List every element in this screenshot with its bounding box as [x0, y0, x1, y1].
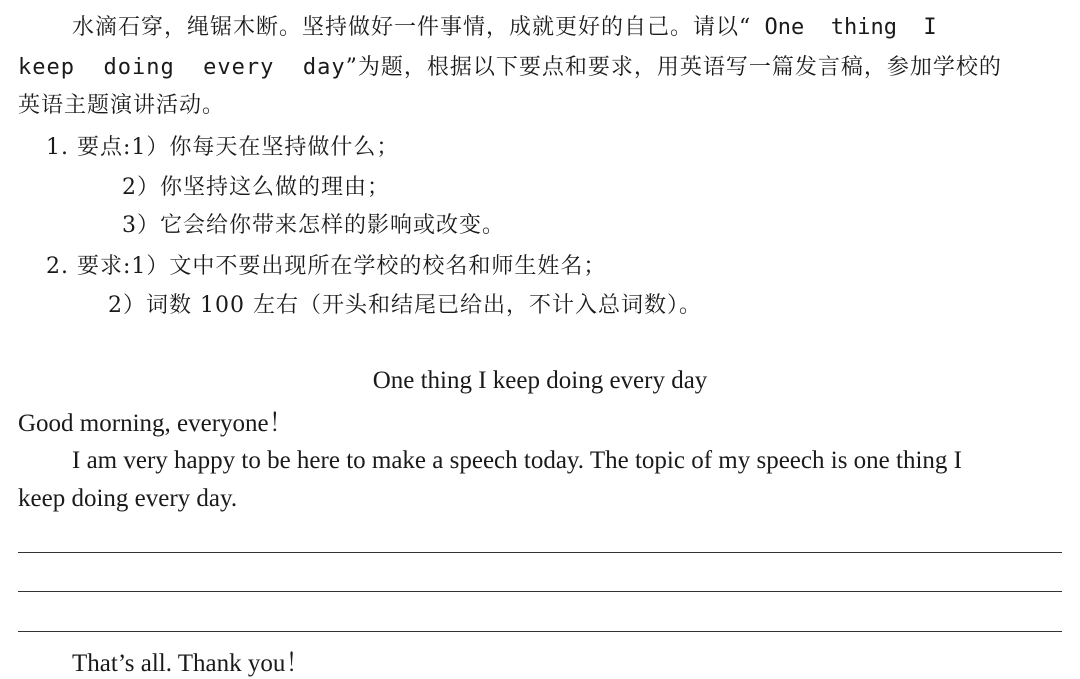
- prompt-line-1-en: One thing I: [751, 15, 937, 40]
- prompt-line-2: [18, 50, 1002, 81]
- speech-closing: That’s all. Thank you！: [72, 650, 311, 677]
- speech-greeting: Good morning, everyone！: [18, 410, 294, 437]
- requirement-points-1: 1. 要点:1）你每天在坚持做什么；: [46, 135, 400, 160]
- prompt-line-2-en: keep doing every day: [18, 55, 346, 80]
- prompt-line-2-cn: ”为题，根据以下要点和要求，用英语写一篇发言稿，参加学校的: [345, 55, 1002, 80]
- speech-body-line-2: keep doing every day.: [18, 485, 238, 512]
- answer-line-1[interactable]: [18, 552, 1062, 553]
- prompt-line-1-cn: 水滴石穿，绳锯木断。坚持做好一件事情，成就更好的自己。请以“: [72, 15, 752, 40]
- speech-title: One thing I keep doing every day: [372, 367, 708, 394]
- requirement-points-3: 3）它会给你带来怎样的影响或改变。: [122, 213, 505, 238]
- requirement-rules-2: 2）词数 100 左右（开头和结尾已给出，不计入总词数）。: [108, 293, 702, 318]
- prompt-line-3: 英语主题演讲活动。: [18, 93, 226, 118]
- requirement-rules-1: 2. 要求:1）文中不要出现所在学校的校名和师生姓名；: [46, 254, 607, 279]
- answer-line-3[interactable]: [18, 631, 1062, 632]
- answer-line-2[interactable]: [18, 591, 1062, 592]
- prompt-line-1: [72, 10, 937, 41]
- requirement-points-2: 2）你坚持这么做的理由；: [122, 175, 390, 200]
- speech-body-line-1: I am very happy to be here to make a speech today. The topic of my speech is one thing I: [72, 447, 962, 474]
